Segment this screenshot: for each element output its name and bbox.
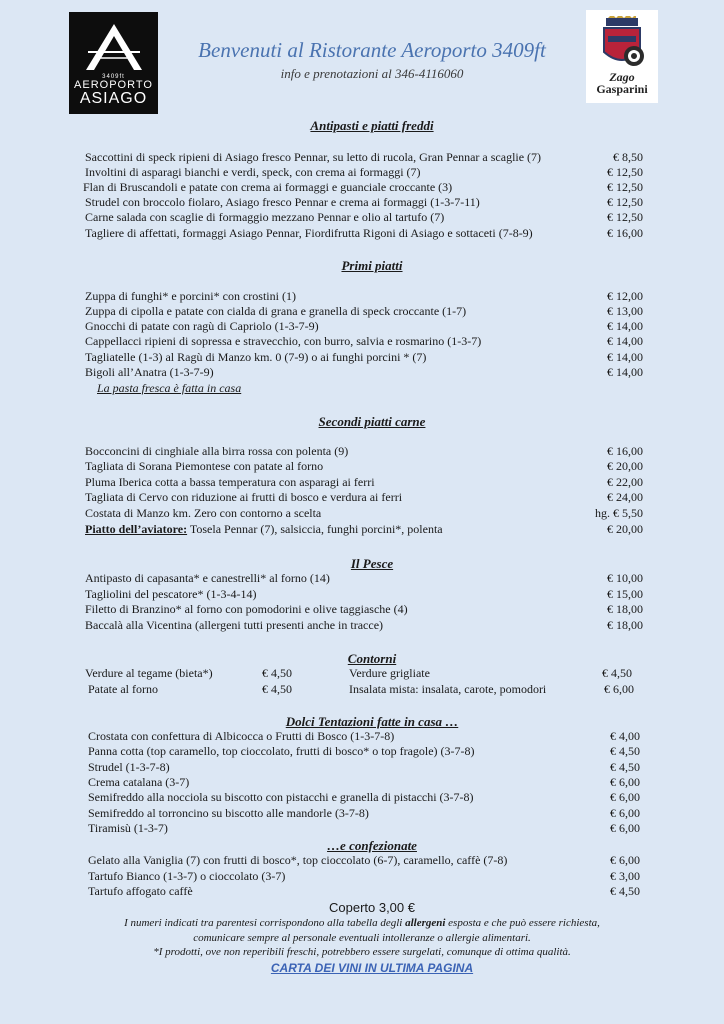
item-price: € 8,50 [613,150,643,164]
allergen-note [60,916,664,931]
section-title-primi: Primi piatti [341,258,403,273]
item-price: € 10,00 [607,571,643,585]
item-name: Pluma Iberica cotta a bassa temperatura con asparagi ai ferri [85,475,375,489]
item-name: Strudel con broccolo fiolaro, Asiago fresco Pennar e crema ai formaggi (1-3-7-11) [85,195,480,209]
section-title-confezionate: …e confezionate [327,838,417,853]
item-price: € 3,00 [610,869,640,883]
menu-item [85,334,643,349]
section-title-dolci: Dolci Tentazioni fatte in casa … [285,714,459,729]
wine-list-link[interactable]: CARTA DEI VINI IN ULTIMA PAGINA [270,961,474,975]
item-price: € 6,00 [610,775,640,789]
item-name: Involtini di asparagi bianchi e verdi, speck, con crema ai formaggi (7) [85,165,421,179]
item-price: € 6,00 [610,806,640,820]
item-name: Bigoli all’Anatra (1-3-7-9) [85,365,214,379]
item-name: Gelato alla Vaniglia (7) con frutti di bosco*, top cioccolato (6-7), caramello, caffè (7-8) [88,853,508,867]
menu-item [85,319,643,334]
item-name: Bocconcini di cinghiale alla birra rossa con polenta (9) [85,444,349,458]
section-title-secondi: Secondi piatti carne [318,414,426,429]
item-name: Flan di Bruscandoli e patate con crema ai formaggi e guanciale croccante (3) [83,180,453,194]
section-title-antipasti: Antipasti e piatti freddi [310,118,434,133]
item-name: Crostata con confettura di Albicocca o Frutti di Bosco (1-3-7-8) [88,729,395,743]
special-description: Tosela Pennar (7), salsiccia, funghi porcini*, polenta [187,522,443,536]
logo-text-gasparini: Gasparini [596,82,648,96]
restaurant-title: Benvenuti al Ristorante Aeroporto 3409ft [198,38,546,62]
item-price: € 14,00 [607,319,643,333]
item-name: Strudel (1-3-7-8) [88,760,170,774]
menu-item [85,226,643,241]
allergen-note-text: I numeri indicati tra parentesi corrispondono alla tabella degli [124,917,406,929]
logo-text-zago: Zago [609,70,635,84]
section-title-pesce: Il Pesce [350,556,394,571]
menu-item [88,869,640,884]
item-name: Tagliatelle (1-3) al Ragù di Manzo km. 0 (7-9) o ai funghi porcini * (7) [85,350,427,364]
crest-logo-icon [596,16,648,74]
item-price: € 12,50 [607,165,643,179]
item-price: € 6,00 [610,790,640,804]
menu-item [88,744,640,759]
menu-item [88,806,640,821]
item-name: Crema catalana (3-7) [88,775,190,789]
item-price: € 24,00 [607,490,643,504]
item-price: € 18,00 [607,618,643,632]
logo-text-aeroporto: AEROPORTO [74,79,153,91]
item-price: € 20,00 [607,522,643,536]
item-name: Panna cotta (top caramello, top cioccolato, frutti di bosco* o top fragole) (3-7-8) [88,744,475,758]
item-name: Carne salada con scaglie di formaggio mezzano Pennar e olio al tartufo (7) [85,210,445,224]
item-price: € 12,50 [607,180,643,194]
menu-item [85,618,643,633]
side-dish-price: € 4,50 [262,682,292,696]
menu-item-special [85,522,643,537]
booking-info: info e prenotazioni al 346-4116060 [280,66,464,81]
item-name: Saccottini di speck ripieni di Asiago fresco Pennar, su letto di rucola, Gran Pennar a scaglie (7) [85,150,542,164]
item-price: € 22,00 [607,475,643,489]
item-price: € 6,00 [610,821,640,835]
fresh-pasta-note: La pasta fresca è fatta in casa [97,381,242,395]
item-price: € 16,00 [607,444,643,458]
frozen-products-note: *I prodotti, ove non reperibili freschi, potrebbero essere surgelati, comunque di ottima qualità. [153,946,571,958]
item-name: Zuppa di cipolla e patate con cialda di grana e granella di speck croccante (1-7) [85,304,467,318]
menu-item [85,350,643,365]
item-price: € 13,00 [607,304,643,318]
menu-item [88,853,640,868]
item-name: Tartufo affogato caffè [88,884,193,898]
menu-item [85,195,643,210]
menu-item [85,444,643,459]
item-name: Tartufo Bianco (1-3-7) o cioccolato (3-7) [88,869,286,883]
item-price: € 4,50 [610,744,640,758]
item-price: € 20,00 [607,459,643,473]
menu-item [85,150,643,165]
side-dish-price: € 4,50 [262,666,292,680]
menu-item [85,475,643,490]
item-name: Tagliata di Cervo con riduzione ai frutti di bosco e verdura ai ferri [85,490,403,504]
menu-item [85,490,643,505]
item-price: € 15,00 [607,587,643,601]
menu-item [85,602,643,617]
item-price: € 4,00 [610,729,640,743]
item-name: Semifreddo alla nocciola su biscotto con pistacchi e granella di pistacchi (3-7-8) [88,790,474,804]
allergen-keyword: allergeni [405,917,446,929]
menu-item [88,729,640,744]
item-name: Costata di Manzo km. Zero con contorno a scelta [85,506,322,520]
side-dish-name: Patate al forno [88,682,158,696]
menu-item [88,821,640,836]
item-name: Baccalà alla Vicentina (allergeni tutti presenti anche in tracce) [85,618,384,632]
item-price: € 16,00 [607,226,643,240]
side-dish-price: € 4,50 [602,666,632,680]
side-dish-price: € 6,00 [604,682,634,696]
item-price: hg. € 5,50 [595,506,643,520]
item-price: € 6,00 [610,853,640,867]
allergen-note-text-end: esposta e che può essere richiesta, [445,917,600,929]
cover-charge: Coperto 3,00 € [328,900,415,915]
menu-item [88,790,640,805]
item-name: Tagliere di affettati, formaggi Asiago Pennar, Fiordifrutta Rigoni di Asiago e sottaceti (7-8-9) [85,226,533,240]
item-price: € 4,50 [610,884,640,898]
menu-item [85,571,643,586]
item-name: Gnocchi di patate con ragù di Capriolo (1-3-7-9) [85,319,319,333]
side-dish-name: Verdure grigliate [349,666,430,680]
menu-item [85,506,643,521]
side-dish-name: Verdure al tegame (bieta*) [85,666,213,680]
item-price: € 12,00 [607,289,643,303]
menu-item [85,304,643,319]
item-name: Filetto di Branzino* al forno con pomodorini e olive taggiasche (4) [85,602,408,616]
section-title-contorni: Contorni [347,651,397,666]
menu-item [85,365,643,380]
item-name: Semifreddo al torroncino su biscotto alle mandorle (3-7-8) [88,806,369,820]
menu-item [88,884,640,899]
item-name: Tiramisù (1-3-7) [88,821,168,835]
item-name: Antipasto di capasanta* e canestrelli* al forno (14) [85,571,330,585]
aeroporto-asiago-logo [69,12,158,114]
logo-altitude: 3409ft [102,74,125,80]
menu-item [85,289,643,304]
menu-item [85,587,643,602]
item-price: € 14,00 [607,334,643,348]
airplane-logo-icon [82,22,146,72]
menu-item [85,165,643,180]
item-price: € 18,00 [607,602,643,616]
menu-item [88,775,640,790]
item-name: Zuppa di funghi* e porcini* con crostini (1) [85,289,296,303]
item-price: € 12,50 [607,210,643,224]
special-label: Piatto dell’aviatore: [85,522,188,536]
item-price: € 14,00 [607,365,643,379]
menu-item [85,459,643,474]
intolerance-note: comunicare sempre al personale eventuali intolleranze o allergie alimentari. [193,932,531,944]
zago-gasparini-logo [586,10,658,103]
logo-text-asiago: ASIAGO [79,90,148,107]
menu-item [88,760,640,775]
item-price: € 4,50 [610,760,640,774]
item-name: Tagliolini del pescatore* (1-3-4-14) [85,587,257,601]
item-name: Tagliata di Sorana Piemontese con patate al forno [85,459,324,473]
menu-item [85,210,643,225]
side-dish-name: Insalata mista: insalata, carote, pomodori [349,682,547,696]
item-name: Cappellacci ripieni di sopressa e stravecchio, con burro, salvia e rosmarino (1-3-7) [85,334,482,348]
item-price: € 12,50 [607,195,643,209]
item-price: € 14,00 [607,350,643,364]
menu-item [85,180,643,195]
